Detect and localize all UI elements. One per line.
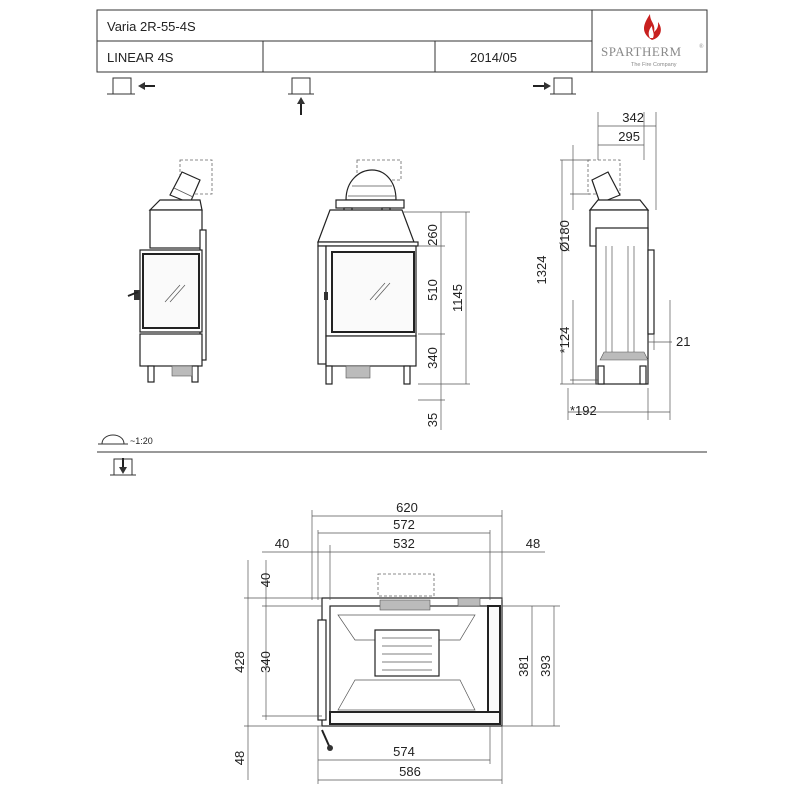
plan-view [318,574,502,751]
brand-name: SPARTHERM [601,44,682,59]
drawing-date: 2014/05 [470,50,517,65]
dim-48-right: 48 [525,536,541,551]
front-view [318,160,418,384]
door-type: LINEAR 4S [107,50,174,65]
view-left-icon [107,78,155,94]
dim-192: *192 [570,403,597,418]
dim-532: 532 [393,536,415,551]
dim-48-bottom: 48 [232,750,247,766]
dim-21: 21 [676,334,691,349]
dim-510: 510 [425,279,440,301]
dim-295: 295 [618,129,640,144]
dim-586: 586 [399,764,421,779]
dim-1145: 1145 [450,284,465,312]
dim-40-side: 40 [258,572,273,588]
dim-572: 572 [393,517,415,532]
dim-381: 381 [516,655,531,677]
dim-342: 342 [622,110,644,125]
dim-124: *124 [557,326,572,354]
scale-label: ~1:20 [130,436,153,446]
dim-35: 35 [425,412,440,428]
brand-registered: ® [699,44,704,50]
scale-indicator [98,435,153,446]
dim-340: 340 [425,347,440,369]
brand-tagline: The Fire Company [631,62,677,68]
dim-340-plan: 340 [258,651,273,673]
title-block [97,10,707,72]
dim-40-top: 40 [274,536,290,551]
spartherm-logo [601,14,704,68]
model-name: Varia 2R-55-4S [107,19,196,34]
dim-flue-diameter: Ø180 [557,220,572,252]
dim-260: 260 [425,224,440,246]
view-right-icon [533,78,576,94]
dim-1324: 1324 [534,255,549,285]
view-front-icon [288,78,314,115]
dim-574: 574 [393,744,415,759]
right-view [588,160,654,384]
view-top-icon [110,458,136,475]
dim-620: 620 [396,500,418,515]
dim-393: 393 [538,655,553,677]
left-view [128,160,212,382]
dim-428: 428 [232,651,247,673]
